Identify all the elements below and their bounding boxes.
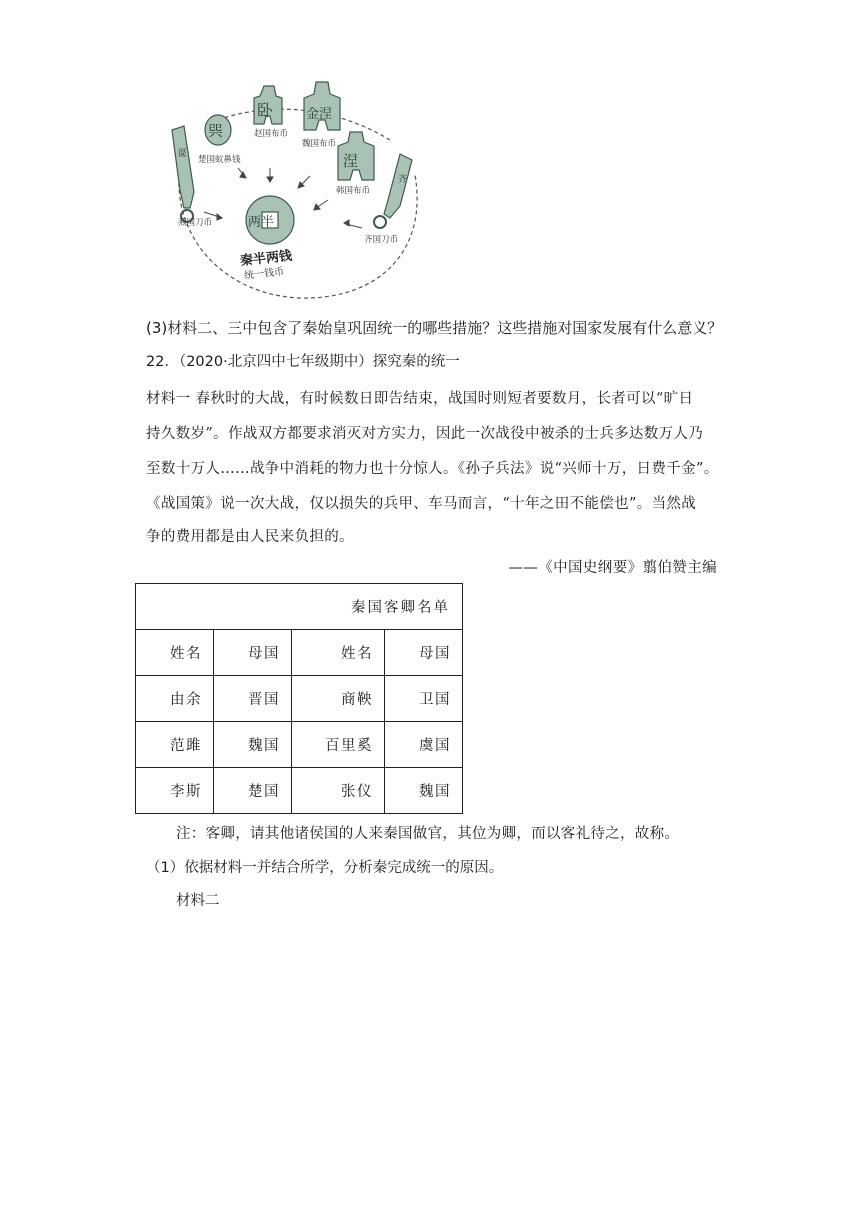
material-1-line: 材料一 春秋时的大战，有时候数日即告结束，战国时则短者要数月，长者可以“旷日 [146,391,694,407]
material-1-line: 至数十万人……战争中消耗的物力也十分惊人。《孙子兵法》说“兴师十万，日费千金”。 [146,461,719,477]
table-header: 母国 [384,630,462,676]
table-cell: 魏国 [384,768,462,814]
coin-label-yan: 燕国刀币 [178,218,213,228]
table-cell: 商鞅 [292,676,385,722]
material-1-line: 争的费用都是由人民来负担的。 [146,529,354,545]
table-cell: 卫国 [384,676,462,722]
table-cell: 虞国 [384,722,462,768]
spade-coin-icon [254,86,282,124]
knife-coin-icon [374,154,412,228]
table-title-row [136,584,463,630]
table-note: 注：客卿，请其他诸侯国的人来秦国做官，其位为卿，而以客礼待之，故称。 [176,826,680,842]
spade-coin-icon [338,132,374,180]
table-row [136,722,463,768]
table-row [136,676,463,722]
table-header: 姓名 [292,630,385,676]
ant-nose-coin-icon [205,115,231,145]
coin-label-chu: 楚国蚁鼻钱 [198,155,241,165]
dashed-enclosure [179,155,417,298]
coin-label-qin: 秦半两钱 [239,248,293,270]
material-1-source: ——《中国史纲要》翦伯赞主编 [508,560,717,576]
coin-label-qi: 齐国刀币 [364,235,399,245]
coin-glyph-yan: 匽 [178,149,188,159]
material-2-label: 材料二 [176,893,220,909]
table-cell: 李斯 [136,768,214,814]
spade-coin-icon [304,82,340,130]
coin-label-zhao: 赵国布币 [254,129,289,139]
coin-label-han: 韩国布币 [336,186,371,196]
question-1: （1）依据材料一并结合所学，分析秦完成统一的原因。 [146,860,504,876]
table-title: 秦国客卿名单 [136,584,463,630]
guest-minister-table [135,583,463,814]
coin-label-wei: 魏国布币 [302,139,337,149]
table-row [136,768,463,814]
question-22-heading: 22．（2020·北京四中七年级期中）探究秦的统一 [146,354,460,370]
ban-liang-coin-icon [246,196,294,244]
coin-glyph-qin: 两半 [248,215,275,230]
coin-glyph-qi: 齐 [398,175,408,185]
question-3: (3)材料二、三中包含了秦始皇巩固统一的哪些措施？这些措施对国家发展有什么意义？ [146,319,723,337]
table-cell: 魏国 [214,722,292,768]
coin-glyph-wei: 金涅 [306,107,333,122]
coin-glyph-zhao: 卧 [257,101,274,120]
table-cell: 百里奚 [292,722,385,768]
coin-glyph-chu: 巺 [208,122,224,140]
material-1-line: 《战国策》说一次大战，仅以损失的兵甲、车马而言，“十年之田不能偿也”。当然战 [146,496,697,512]
table-header: 姓名 [136,630,214,676]
table-cell: 楚国 [214,768,292,814]
coin-glyph-han: 涅 [343,152,359,170]
table-header-row [136,630,463,676]
table-cell: 晋国 [214,676,292,722]
coin-diagram [160,80,430,305]
table-cell: 张仪 [292,768,385,814]
table-cell: 由余 [136,676,214,722]
material-1-line: 持久数岁”。作战双方都要求消灭对方实力，因此一次战役中被杀的士兵多达数万人乃 [146,426,704,442]
coin-sub-label-qin: 统一钱币 [243,266,285,282]
coin-unification-figure [160,80,430,305]
table-cell: 范雎 [136,722,214,768]
knife-coin-icon [172,126,194,222]
table-header: 母国 [214,630,292,676]
